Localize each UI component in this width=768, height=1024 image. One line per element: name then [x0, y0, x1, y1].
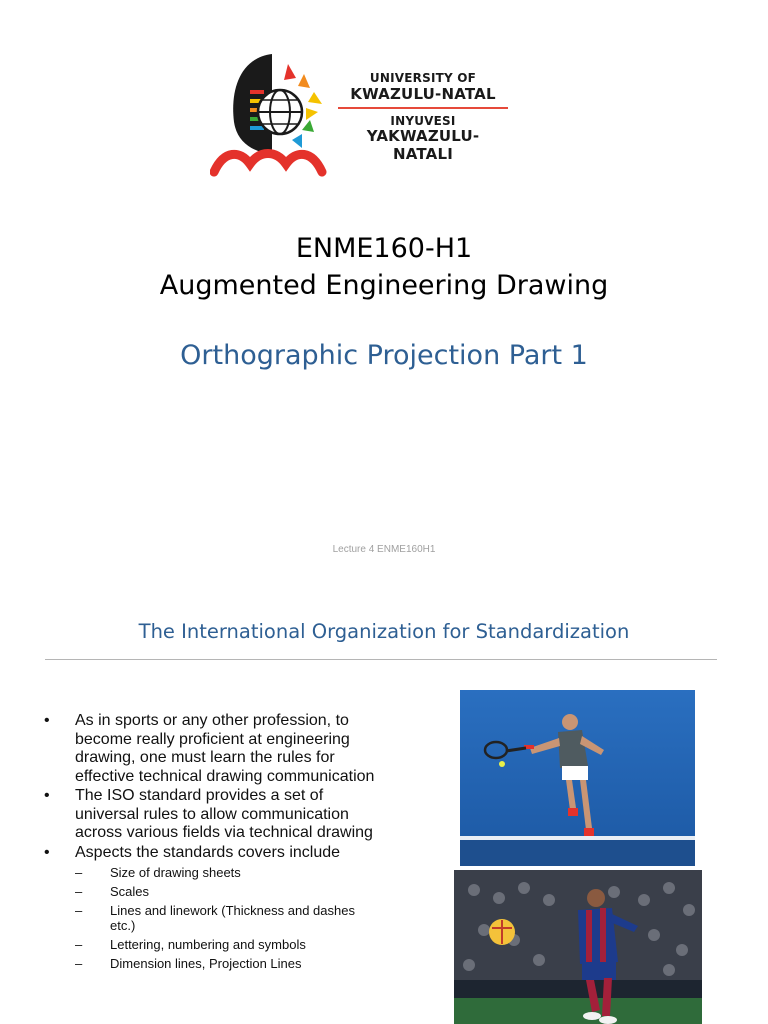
bullet-text: The ISO standard provides a set of universal rules to allow communication across various fields via technical drawing [75, 787, 373, 841]
bullet-list [42, 712, 377, 975]
slide-footer: Lecture 4 ENME160H1 [332, 544, 436, 555]
sub-item: – Scales [75, 884, 377, 899]
logo-line: KWAZULU-NATAL [350, 84, 496, 103]
bullet-text: As in sports or any other profession, to become really proficient at engineering drawing, one must learn the rules for effective technical drawing communication [75, 712, 375, 785]
lecture-subtitle: Orthographic Projection Part 1 [180, 340, 588, 371]
logo-line: UNIVERSITY OF [369, 71, 477, 85]
bullet-item [42, 787, 377, 843]
slide-heading: The International Organization for Standardization [138, 620, 630, 643]
ukzn-logo [210, 50, 510, 182]
tennis-player-photo [460, 690, 695, 866]
course-title: Augmented Engineering Drawing [159, 270, 609, 301]
bullet-item [42, 712, 377, 786]
sub-item: – Dimension lines, Projection Lines [75, 956, 377, 971]
sub-item: – Lettering, numbering and symbols [75, 937, 377, 952]
bullet-text: Aspects the standards covers include [75, 843, 341, 861]
sub-list [75, 865, 377, 971]
soccer-scene-icon [454, 870, 702, 1024]
sub-item: – Lines and linework (Thickness and dashes etc.) [75, 903, 377, 933]
course-code: ENME160-H1 [295, 233, 473, 264]
iso-slide [0, 580, 768, 1024]
soccer-player-photo [454, 870, 702, 1024]
bullet-item [42, 844, 377, 972]
logo-wordmark [338, 72, 508, 163]
logo-divider [338, 107, 508, 109]
tennis-scene-icon [460, 690, 695, 866]
ukzn-crest-icon [210, 50, 338, 182]
logo-line: YAKWAZULU-NATALI [366, 127, 480, 163]
logo-line: INYUVESI [390, 113, 456, 128]
sub-item: – Size of drawing sheets [75, 865, 377, 880]
heading-divider [45, 659, 717, 660]
